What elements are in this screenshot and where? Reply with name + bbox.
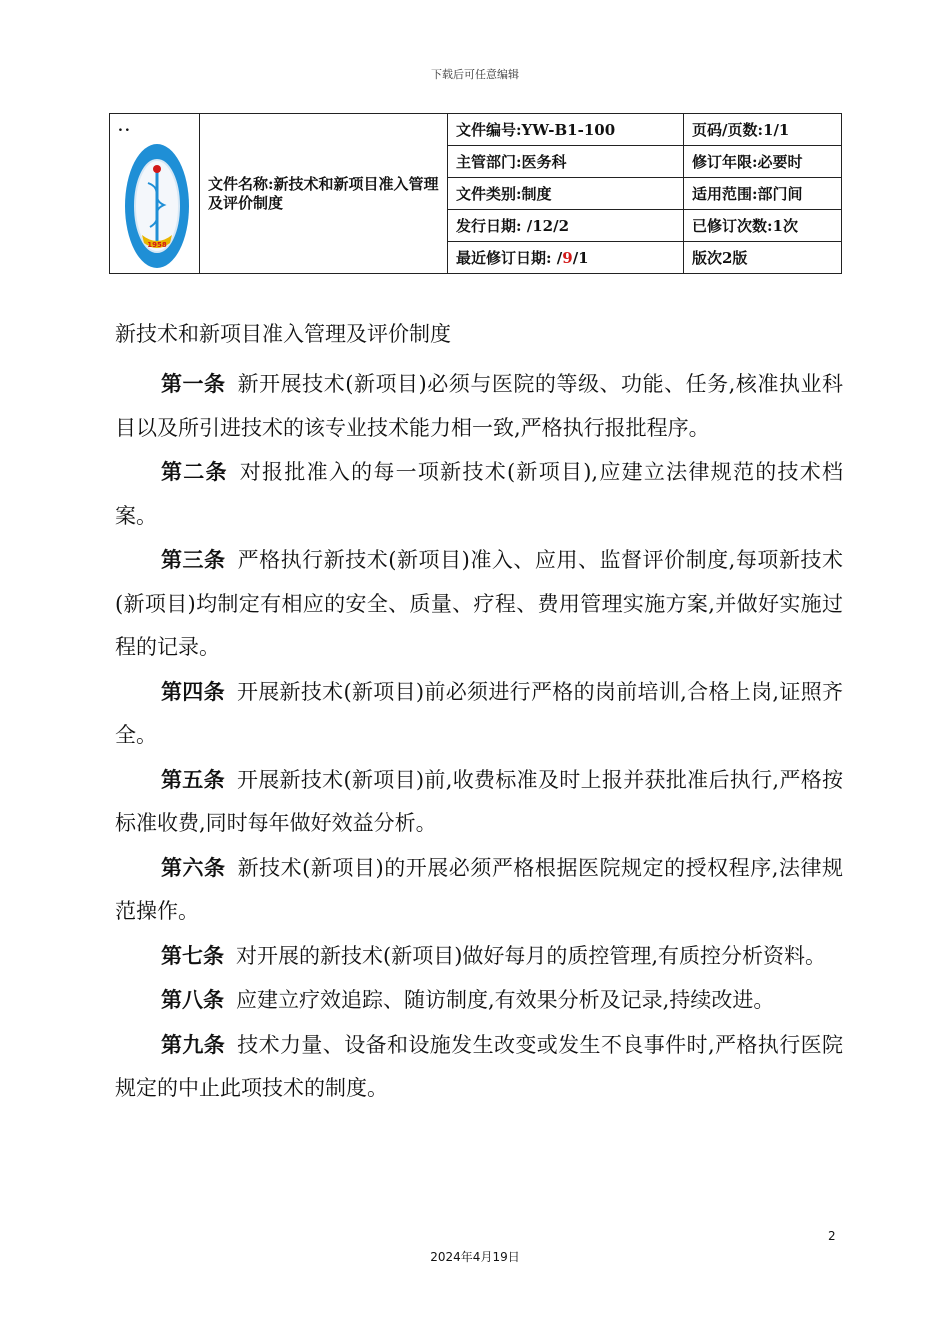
revision-period: 修订年限:必要时: [684, 146, 842, 178]
article-text: 对开展的新技术(新项目)做好每月的质控管理,有质控分析资料。: [236, 943, 827, 968]
scope: 适用范围:部门间: [684, 178, 842, 210]
version: 版次2版: [684, 242, 842, 274]
article-item: [115, 362, 843, 450]
article-item: [115, 670, 843, 758]
article-item: [115, 934, 843, 979]
article-number: 第二条: [161, 459, 228, 484]
svg-text:1958: 1958: [147, 240, 167, 249]
article-text: 新技术(新项目)的开展必须严格根据医院规定的授权程序,法律规范操作。: [115, 855, 844, 923]
last-revision-date: [448, 242, 684, 274]
file-category: 文件类别:制度: [448, 178, 684, 210]
hospital-seal-icon: [124, 143, 190, 269]
issue-date: 发行日期: /12/2: [448, 210, 684, 242]
document-name: 文件名称:新技术和新项目准入管理及评价制度: [200, 114, 448, 274]
article-text: 对报批准入的每一项新技术(新项目),应建立法律规范的技术档案。: [115, 460, 843, 528]
dots-text: ..: [118, 118, 132, 135]
article-item: [115, 758, 843, 846]
articles-list: [115, 362, 843, 1111]
article-number: 第八条: [161, 987, 224, 1012]
article-item: [115, 538, 843, 670]
article-text: 应建立疗效追踪、随访制度,有效果分析及记录,持续改进。: [236, 988, 775, 1012]
document-control-table: [109, 113, 842, 274]
logo-cell: [110, 114, 200, 274]
article-number: 第五条: [161, 766, 225, 792]
document-title: 新技术和新项目准入管理及评价制度: [115, 322, 451, 346]
file-number: 文件编号:YW-B1-100: [448, 114, 684, 146]
last-revision-month: 9: [562, 249, 573, 267]
article-text: 开展新技术(新项目)前,收费标准及时上报并获批准后执行,严格按标准收费,同时每年做好效益分析。: [115, 767, 844, 835]
footer-date: 2024年4月19日: [430, 1250, 520, 1264]
article-number: 第九条: [161, 1031, 226, 1057]
article-number: 第四条: [161, 678, 225, 704]
article-number: 第七条: [161, 942, 224, 968]
article-number: 第三条: [161, 547, 226, 572]
revision-count: 已修订次数:1次: [684, 210, 842, 242]
article-number: 第一条: [161, 371, 226, 396]
article-item: [115, 450, 843, 538]
article-text: 严格执行新技术(新项目)准入、应用、监督评价制度,每项新技术(新项目)均制定有相应的安全、质量、疗程、费用管理实施方案,并做好实施过程的记录。: [115, 548, 844, 659]
article-text: 技术力量、设备和设施发生改变或发生不良事件时,严格执行医院规定的中止此项技术的制度。: [115, 1032, 843, 1100]
header-note: 下载后可任意编辑: [431, 68, 519, 81]
last-revision-prefix: 最近修订日期: /: [456, 249, 563, 267]
page-number: 2: [828, 1229, 836, 1243]
article-item: [115, 846, 843, 934]
article-text: 开展新技术(新项目)前必须进行严格的岗前培训,合格上岗,证照齐全。: [115, 679, 844, 747]
article-item: [115, 1023, 843, 1111]
article-text: 新开展技术(新项目)必须与医院的等级、功能、任务,核准执业科目以及所引进技术的该专业技术能力相一致,严格执行报批程序。: [115, 372, 844, 440]
last-revision-suffix: /1: [572, 249, 589, 267]
article-number: 第六条: [161, 854, 226, 880]
article-item: [115, 978, 843, 1023]
managing-department: 主管部门:医务科: [448, 146, 684, 178]
page-count: 页码/页数:1/1: [684, 114, 842, 146]
